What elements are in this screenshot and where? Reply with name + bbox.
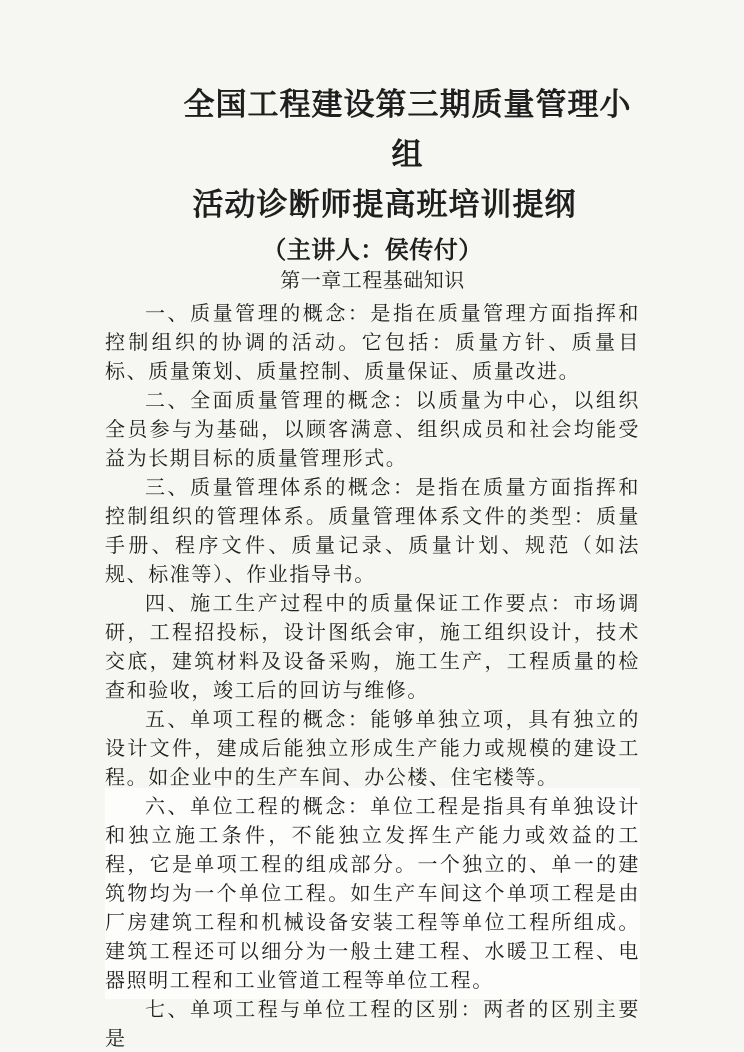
- chapter-heading: 第一章工程基础知识: [280, 268, 465, 292]
- document-body: [105, 299, 640, 1052]
- title-line-1: 全国工程建设第三期质量管理小组: [183, 87, 632, 173]
- presenter-line: （主讲人：侯传付）: [262, 235, 483, 264]
- document-title: [105, 80, 640, 230]
- paragraph: 五、单项工程的概念：能够单独立项，具有独立的设计文件，建成后能独立形成生产能力或规模的建设工程。如企业中的生产车间、办公楼、住宅楼等。: [105, 707, 640, 789]
- paragraph: 三、质量管理体系的概念：是指在质量方面指挥和控制组织的管理体系。质量管理体系文件的类型：质量手册、程序文件、质量记录、质量计划、规范（如法规、标准等）、作业指导书。: [105, 475, 640, 586]
- paragraph: 四、施工生产过程中的质量保证工作要点：市场调研，工程招投标，设计图纸会审，施工组织设计，技术交底，建筑材料及设备采购，施工生产，工程质量的检查和验收，竣工后的回访与维修。: [105, 591, 640, 702]
- paragraph-highlighted: 六、单位工程的概念：单位工程是指具有单独设计和独立施工条件，不能独立发挥生产能力或效益的工程，它是单项工程的组成部分。一个独立的、单一的建筑物均为一个单位工程。如生产车间这个单项工程是由厂房建筑工程和机械设备安装工程等单位工程所组成。建筑工程还可以细分为一般土建工程、水暖卫工程、电器照明工程和工业管道工程等单位工程。: [105, 792, 640, 995]
- paragraph: 二、全面质量管理的概念：以质量为中心，以组织全员参与为基础，以顾客满意、组织成员和社会均能受益为长期目标的质量管理形式。: [105, 388, 640, 470]
- text-column: [105, 80, 640, 1052]
- paragraph: 七、单项工程与单位工程的区别：两者的区别主要是: [105, 997, 640, 1050]
- paragraph: 一、质量管理的概念：是指在质量管理方面指挥和控制组织的协调的活动。它包括：质量方针、质量目标、质量策划、质量控制、质量保证、质量改进。: [105, 301, 640, 383]
- title-line-2: 活动诊断师提高班培训提纲: [192, 187, 577, 223]
